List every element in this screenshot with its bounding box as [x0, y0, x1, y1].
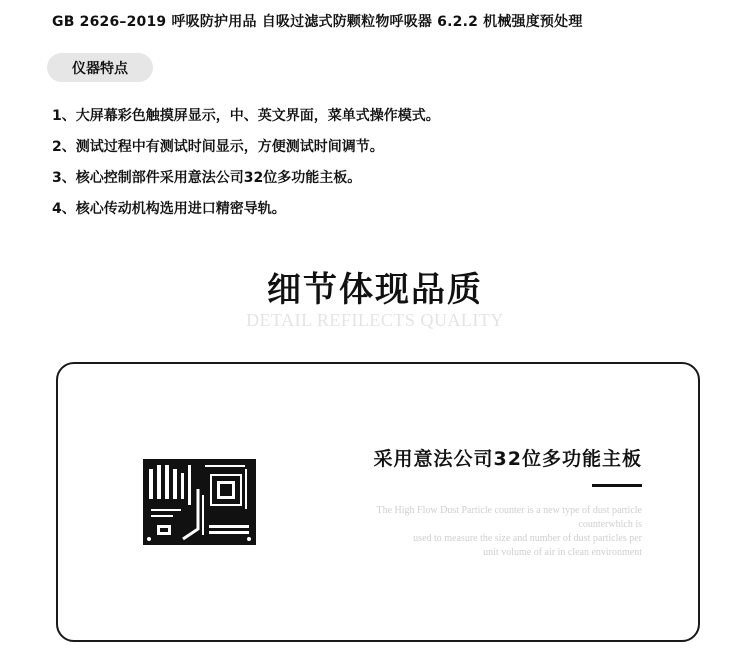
- card-description-line: counterwhich is: [578, 519, 642, 530]
- card-description-line: used to measure the size and number of dust particles per: [413, 533, 642, 544]
- features-label: 仪器特点: [72, 60, 128, 77]
- card-description-line: The High Flow Dust Particle counter is a new type of dust particle: [376, 505, 642, 516]
- detail-card: [56, 362, 700, 642]
- section-heading: 细节体现品质: [267, 270, 483, 310]
- card-description-line: unit volume of air in clean environment: [483, 547, 642, 558]
- feature-item: 1、大屏幕彩色触摸屏显示，中、英文界面，菜单式操作模式。: [52, 108, 440, 124]
- feature-item: 2、测试过程中有测试时间显示，方便测试时间调节。: [52, 139, 384, 155]
- feature-item: 3、核心控制部件采用意法公司32位多功能主板。: [52, 170, 362, 186]
- card-title: 采用意法公司32位多功能主板: [373, 448, 642, 470]
- section-subtitle: DETAIL REFILECTS QUALITY: [246, 310, 504, 330]
- card-description: [322, 504, 642, 560]
- feature-list: [52, 106, 440, 230]
- feature-item: 4、核心传动机构选用进口精密导轨。: [52, 201, 286, 217]
- circuit-board-icon: [143, 459, 256, 545]
- card-divider: [592, 484, 642, 487]
- features-label-pill: [47, 53, 153, 82]
- document-title: GB 2626–2019 呼吸防护用品 自吸过滤式防颗粒物呼吸器 6.2.2 机械强度预处理: [52, 14, 583, 30]
